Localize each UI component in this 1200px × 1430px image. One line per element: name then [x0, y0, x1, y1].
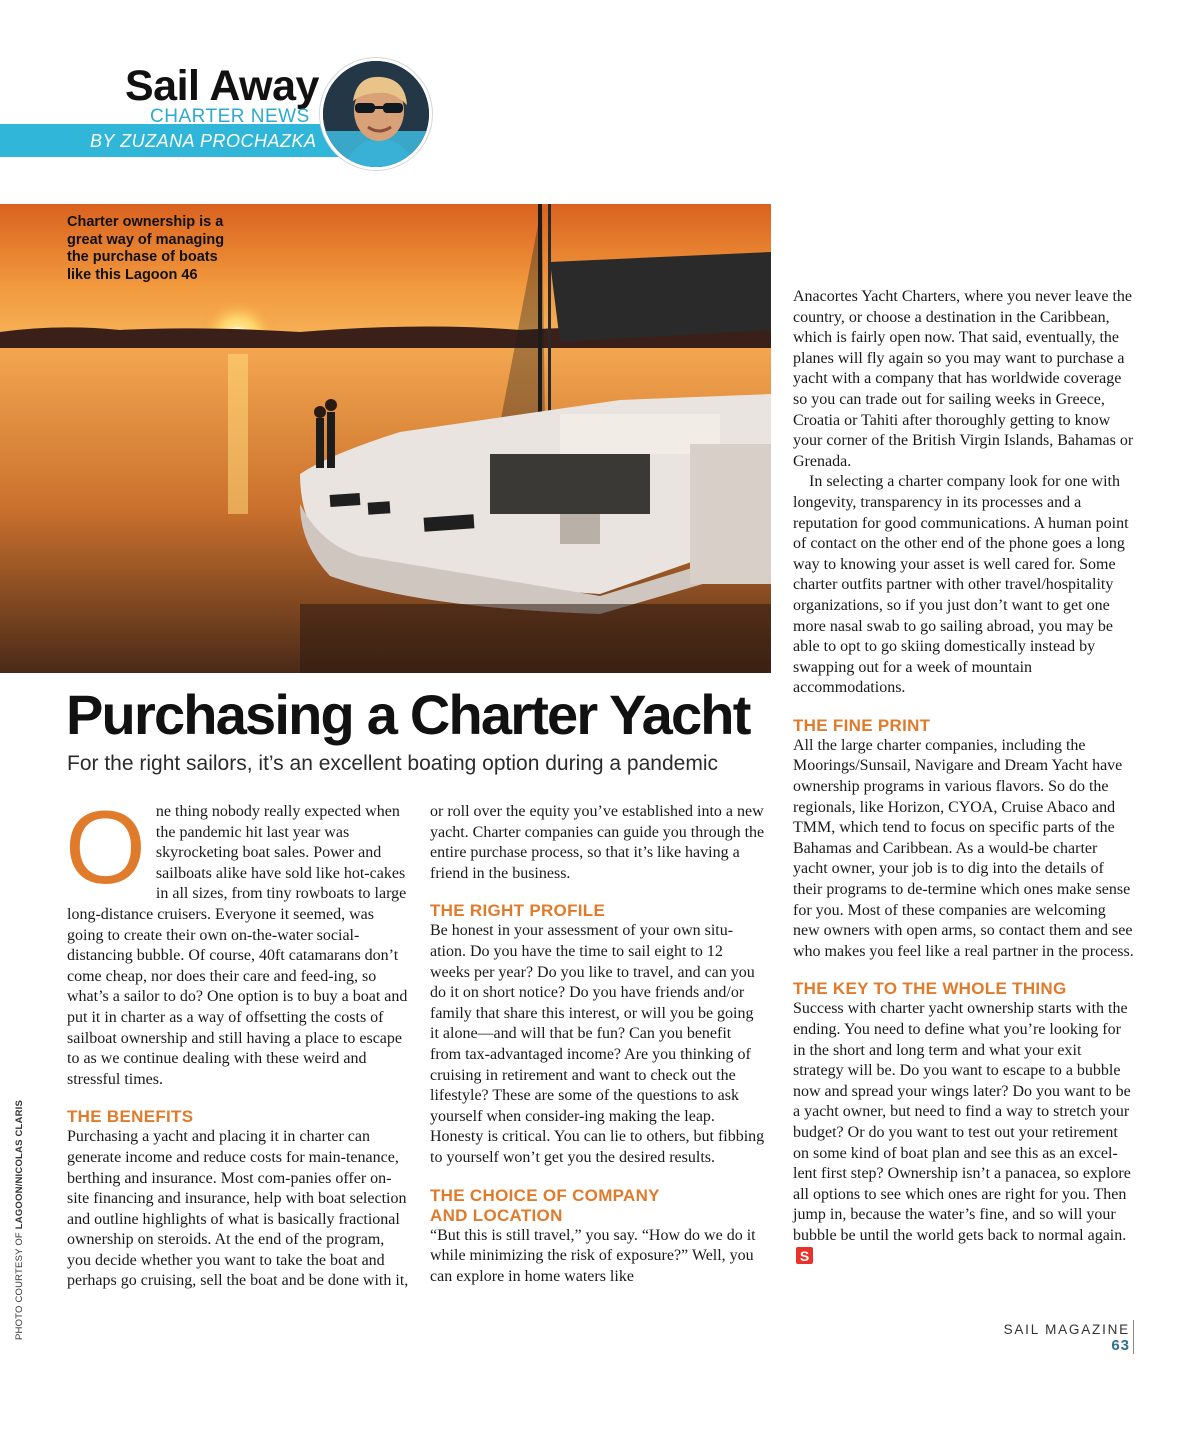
profile-paragraph: Be honest in your assessment of your own situ-ation. Do you have the time to sail eight to 12 weeks per year? Do you like to travel, and can you do it on short notice? Do you have friends and/or family that share this interest, or will you be going it alone—and will that be fun? Can you benefit from tax-advantaged income? Are you thinking of cruising in retirement and want to check out the lifestyle? These are some of the questions to ask yourself when consider-ing making the leap. Honesty is critical. You can lie to others, but fibbing to yourself won’t get you the desired results.	[430, 922, 765, 1166]
column-2	[430, 802, 766, 1287]
intro-paragraph	[65, 790, 409, 1090]
column-1	[65, 790, 409, 1292]
benefits-paragraph-1: Purchasing a yacht and placing it in charter can generate income and reduce costs for main-tenance, berthing and insurance. Most com-panies offer on-site financing and insurance, help with boat selection and outline highlights of what is basically fractional ownership on steroids. At the end of the program, you decide whether you want to take the boat and perhaps go cruising, sell the boat and be done with it,	[67, 1128, 409, 1290]
heading-right-profile: THE RIGHT PROFILE	[430, 901, 606, 921]
key-text: Success with charter yacht ownership starts with the ending. You need to define what you’re looking for in the short and long term and what your exit strategy will be. Do you want to escape to a bubble now and spread your wings later? Do you want to be a yacht owner, but need to find a way to stretch your budget? Or do you want to test out your retirement on some kind of boat plan and see this as an excel-lent first step? Ownership isn’t a panacea, so explore all options to see which ones are right for you. Then jump in, because the water’s fine, and so will your bubble be until the world gets back to normal again.	[793, 1000, 1131, 1244]
choice-paragraph-2: Anacortes Yacht Charters, where you never leave the country, or choose a destination in the Caribbean, which is fairly open now. That said, eventually, the planes will fly again so you may want to purchase a yacht with a company that has worldwide coverage so you can trade out for sailing weeks in Greece, Croatia or Tahiti after thoroughly getting to know your corner of the British Virgin Islands, Bahamas or Grenada.	[793, 288, 1134, 470]
folio	[1004, 1322, 1130, 1354]
heading-benefits: THE BENEFITS	[67, 1107, 194, 1127]
folio-rule	[1133, 1320, 1134, 1354]
page-number: 63	[1111, 1337, 1130, 1354]
headline: Purchasing a Charter Yacht	[66, 683, 750, 746]
photo-credit	[14, 1100, 25, 1340]
choice-paragraph-1: “But this is still travel,” you say. “How do we do it while minimizing the risk of exposure?” Well, you can explore in home waters like	[430, 1226, 756, 1285]
deck: For the right sailors, it’s an excellent boating option during a pandemic	[67, 752, 718, 775]
column-subtitle: CHARTER NEWS	[150, 106, 310, 127]
heading-choice-line-2: AND LOCATION	[430, 1205, 563, 1225]
drop-cap: O	[65, 790, 146, 906]
column-title: Sail Away	[125, 62, 319, 110]
byline: BY ZUZANA PROCHAZKA	[90, 131, 317, 151]
choice-paragraph-3: In selecting a charter company look for one with longevity, transparency in its processes and a reputation for good communications. A human point of contact on the other end of the phone goes a long way to knowing your asset is well cared for. Some charter outfits partner with other travel/hospitality organizations, so if you just don’t want to get one more nasal swab to go sailing abroad, you may be able to opt to go skiing domestically instead by swapping out for a week of mountain accommodations.	[793, 473, 1129, 697]
photo-caption: Charter ownership is a great way of managing the purchase of boats like this Lagoon 46	[67, 214, 225, 283]
fine-print-paragraph: All the large charter companies, including the Moorings/Sunsail, Navigare and Dream Yacht have ownership programs in various flavors. So do the regionals, like Horizon, CYOA, Cruise Abaco and TMM, which tend to focus on specific parts of the Bahamas and Caribbean. As a would-be charter yacht owner, your job is to dig into the details of their programs to de-termine which ones make sense for you. Most of these companies are welcoming new owners with open arms, so contact them and see who makes you feel like a real partner in the process.	[793, 736, 1134, 960]
intro-text: ne thing nobody really expected when the pandemic hit last year was skyrocketing boat sales. Power and sailboats alike have sold like hot-cakes in all sizes, from tiny rowboats to large long-distance cruisers. Everyone it seemed, was going to create their own on-the-water social-distancing bubble. Of course, 40ft catamarans don’t come cheap, nor does their care and feed-ing, so what’s a sailor to do? One option is to buy a boat and put it in charter as a way of offsetting the costs of sailboat ownership and still having a place to escape to as we continue dealing with these weird and stressful times.	[67, 803, 408, 1088]
benefits-paragraph-2: or roll over the equity you’ve established into a new yacht. Charter companies can guide you through the entire purchase process, so that it’s like having a friend in the business.	[430, 803, 765, 882]
author-portrait-image	[323, 61, 432, 170]
heading-choice-line-1: THE CHOICE OF COMPANY	[430, 1185, 660, 1205]
credit-name: LAGOON/NICOLAS CLARIS	[14, 1099, 25, 1230]
end-mark-icon	[796, 1247, 813, 1264]
author-portrait	[320, 58, 432, 170]
heading-fine-print: THE FINE PRINT	[793, 715, 931, 735]
key-paragraph	[793, 999, 1135, 1268]
credit-prefix: PHOTO COURTESY OF	[14, 1229, 25, 1340]
heading-key: THE KEY TO THE WHOLE THING	[793, 979, 1067, 999]
magazine-name: SAIL MAGAZINE	[1003, 1322, 1130, 1337]
column-3	[793, 287, 1135, 1268]
